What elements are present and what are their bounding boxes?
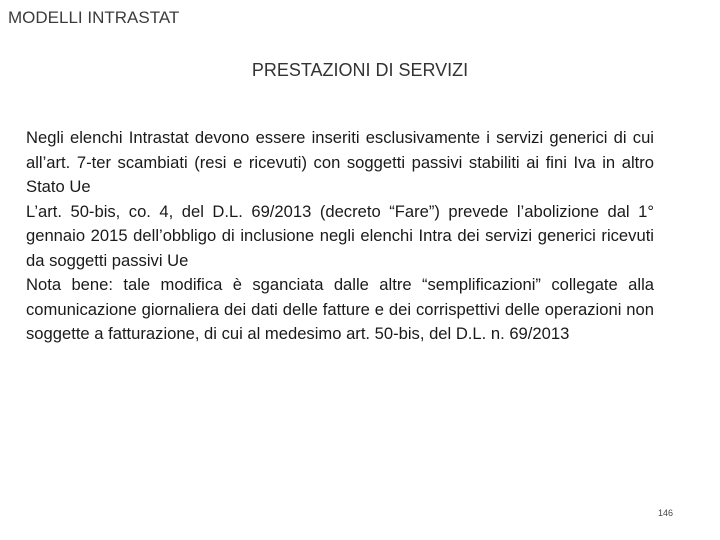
paragraph-art-50-bis: L’art. 50-bis, co. 4, del D.L. 69/2013 (decreto “Fare”) prevede l’abolizione dal 1° gennaio 2015 dell’obbligo di inclusione negli elenchi Intra dei servizi generici ricevuti da soggetti passivi Ue	[26, 201, 654, 270]
paragraph-nota-bene: Nota bene: tale modifica è sganciata dalle altre “semplificazioni” collegate alla comunicazione giornaliera dei dati delle fatture e dei corrispettivi delle operazioni non soggette a fatturazione, di cui al medesimo art. 50-bis, del D.L. n. 69/2013	[26, 275, 654, 343]
header-title: MODELLI INTRASTAT	[8, 8, 180, 27]
paragraph-intrastat-services: Negli elenchi Intrastat devono essere inseriti esclusivamente i servizi generici di cui all’art. 7-ter scambiati (resi e ricevuti) con soggetti passivi stabiliti ai fini Iva in altro Stato Ue	[26, 128, 654, 196]
slide-title: PRESTAZIONI DI SERVIZI	[251, 60, 469, 80]
page-number: 146	[658, 508, 674, 518]
body-text	[26, 126, 654, 347]
